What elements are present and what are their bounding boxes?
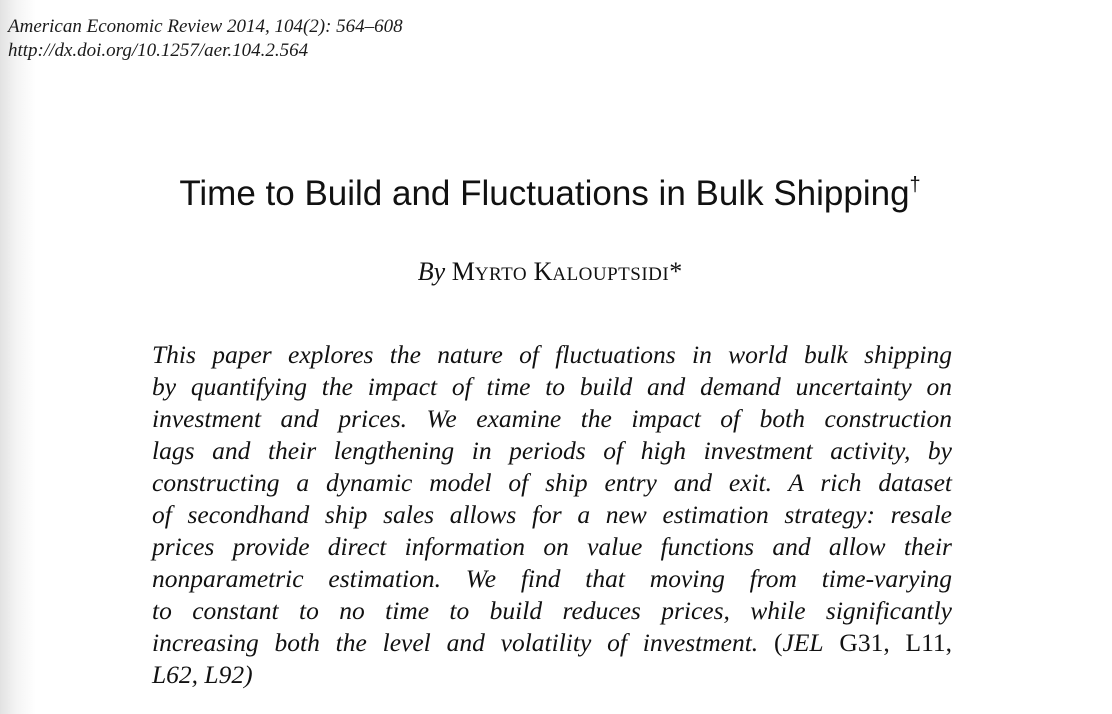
abstract-line: by quantifying the impact of time to build and demand uncertainty on: [152, 372, 952, 401]
abstract-line: of secondhand ship sales allows for a new estimation strategy: resale: [152, 500, 952, 529]
abstract-line: This paper explores the nature of fluctuations in world bulk shipping: [152, 340, 952, 369]
author-byline: [0, 255, 1100, 292]
jel-open-paren: (: [774, 628, 783, 657]
author-footnote-mark: *: [669, 257, 683, 286]
abstract-line: nonparametric estimation. We find that moving from time-varying: [152, 564, 952, 593]
jel-label: JEL: [782, 628, 824, 657]
author-last-rest: ALOUPTSIDI: [552, 264, 670, 285]
abstract-line: lags and their lengthening in periods of high investment activity, by: [152, 436, 952, 465]
author-first-rest: YRTO: [474, 264, 528, 285]
paper-title-text: Time to Build and Fluctuations in Bulk Shipping: [179, 174, 910, 213]
byline-by: By: [417, 257, 446, 286]
jel-codes-line2: L62, L92): [152, 660, 253, 689]
abstract-line: prices provide direct information on value functions and allow their: [152, 532, 952, 561]
journal-header: [8, 15, 403, 63]
author-first-initial: M: [451, 257, 475, 286]
author-name: [452, 257, 670, 286]
abstract-line: investment and prices. We examine the impact of both construction: [152, 404, 952, 433]
author-last-initial: K: [533, 257, 553, 286]
doi-link[interactable]: http://dx.doi.org/10.1257/aer.104.2.564: [8, 40, 309, 61]
abstract-line-with-jel: [152, 627, 952, 659]
jel-codes: [774, 628, 952, 657]
paper-title: [0, 172, 1100, 216]
page-edge-shadow: [0, 0, 36, 714]
abstract: [152, 339, 952, 691]
abstract-line: increasing both the level and volatility of investment.: [152, 628, 759, 657]
abstract-line: constructing a dynamic model of ship entry and exit. A rich dataset: [152, 468, 952, 497]
jel-codes-line1: G31, L11,: [839, 628, 953, 657]
abstract-line: to constant to no time to build reduces prices, while significantly: [152, 596, 952, 625]
title-footnote-mark: †: [909, 174, 921, 196]
journal-citation: American Economic Review 2014, 104(2): 564–608: [8, 16, 403, 37]
